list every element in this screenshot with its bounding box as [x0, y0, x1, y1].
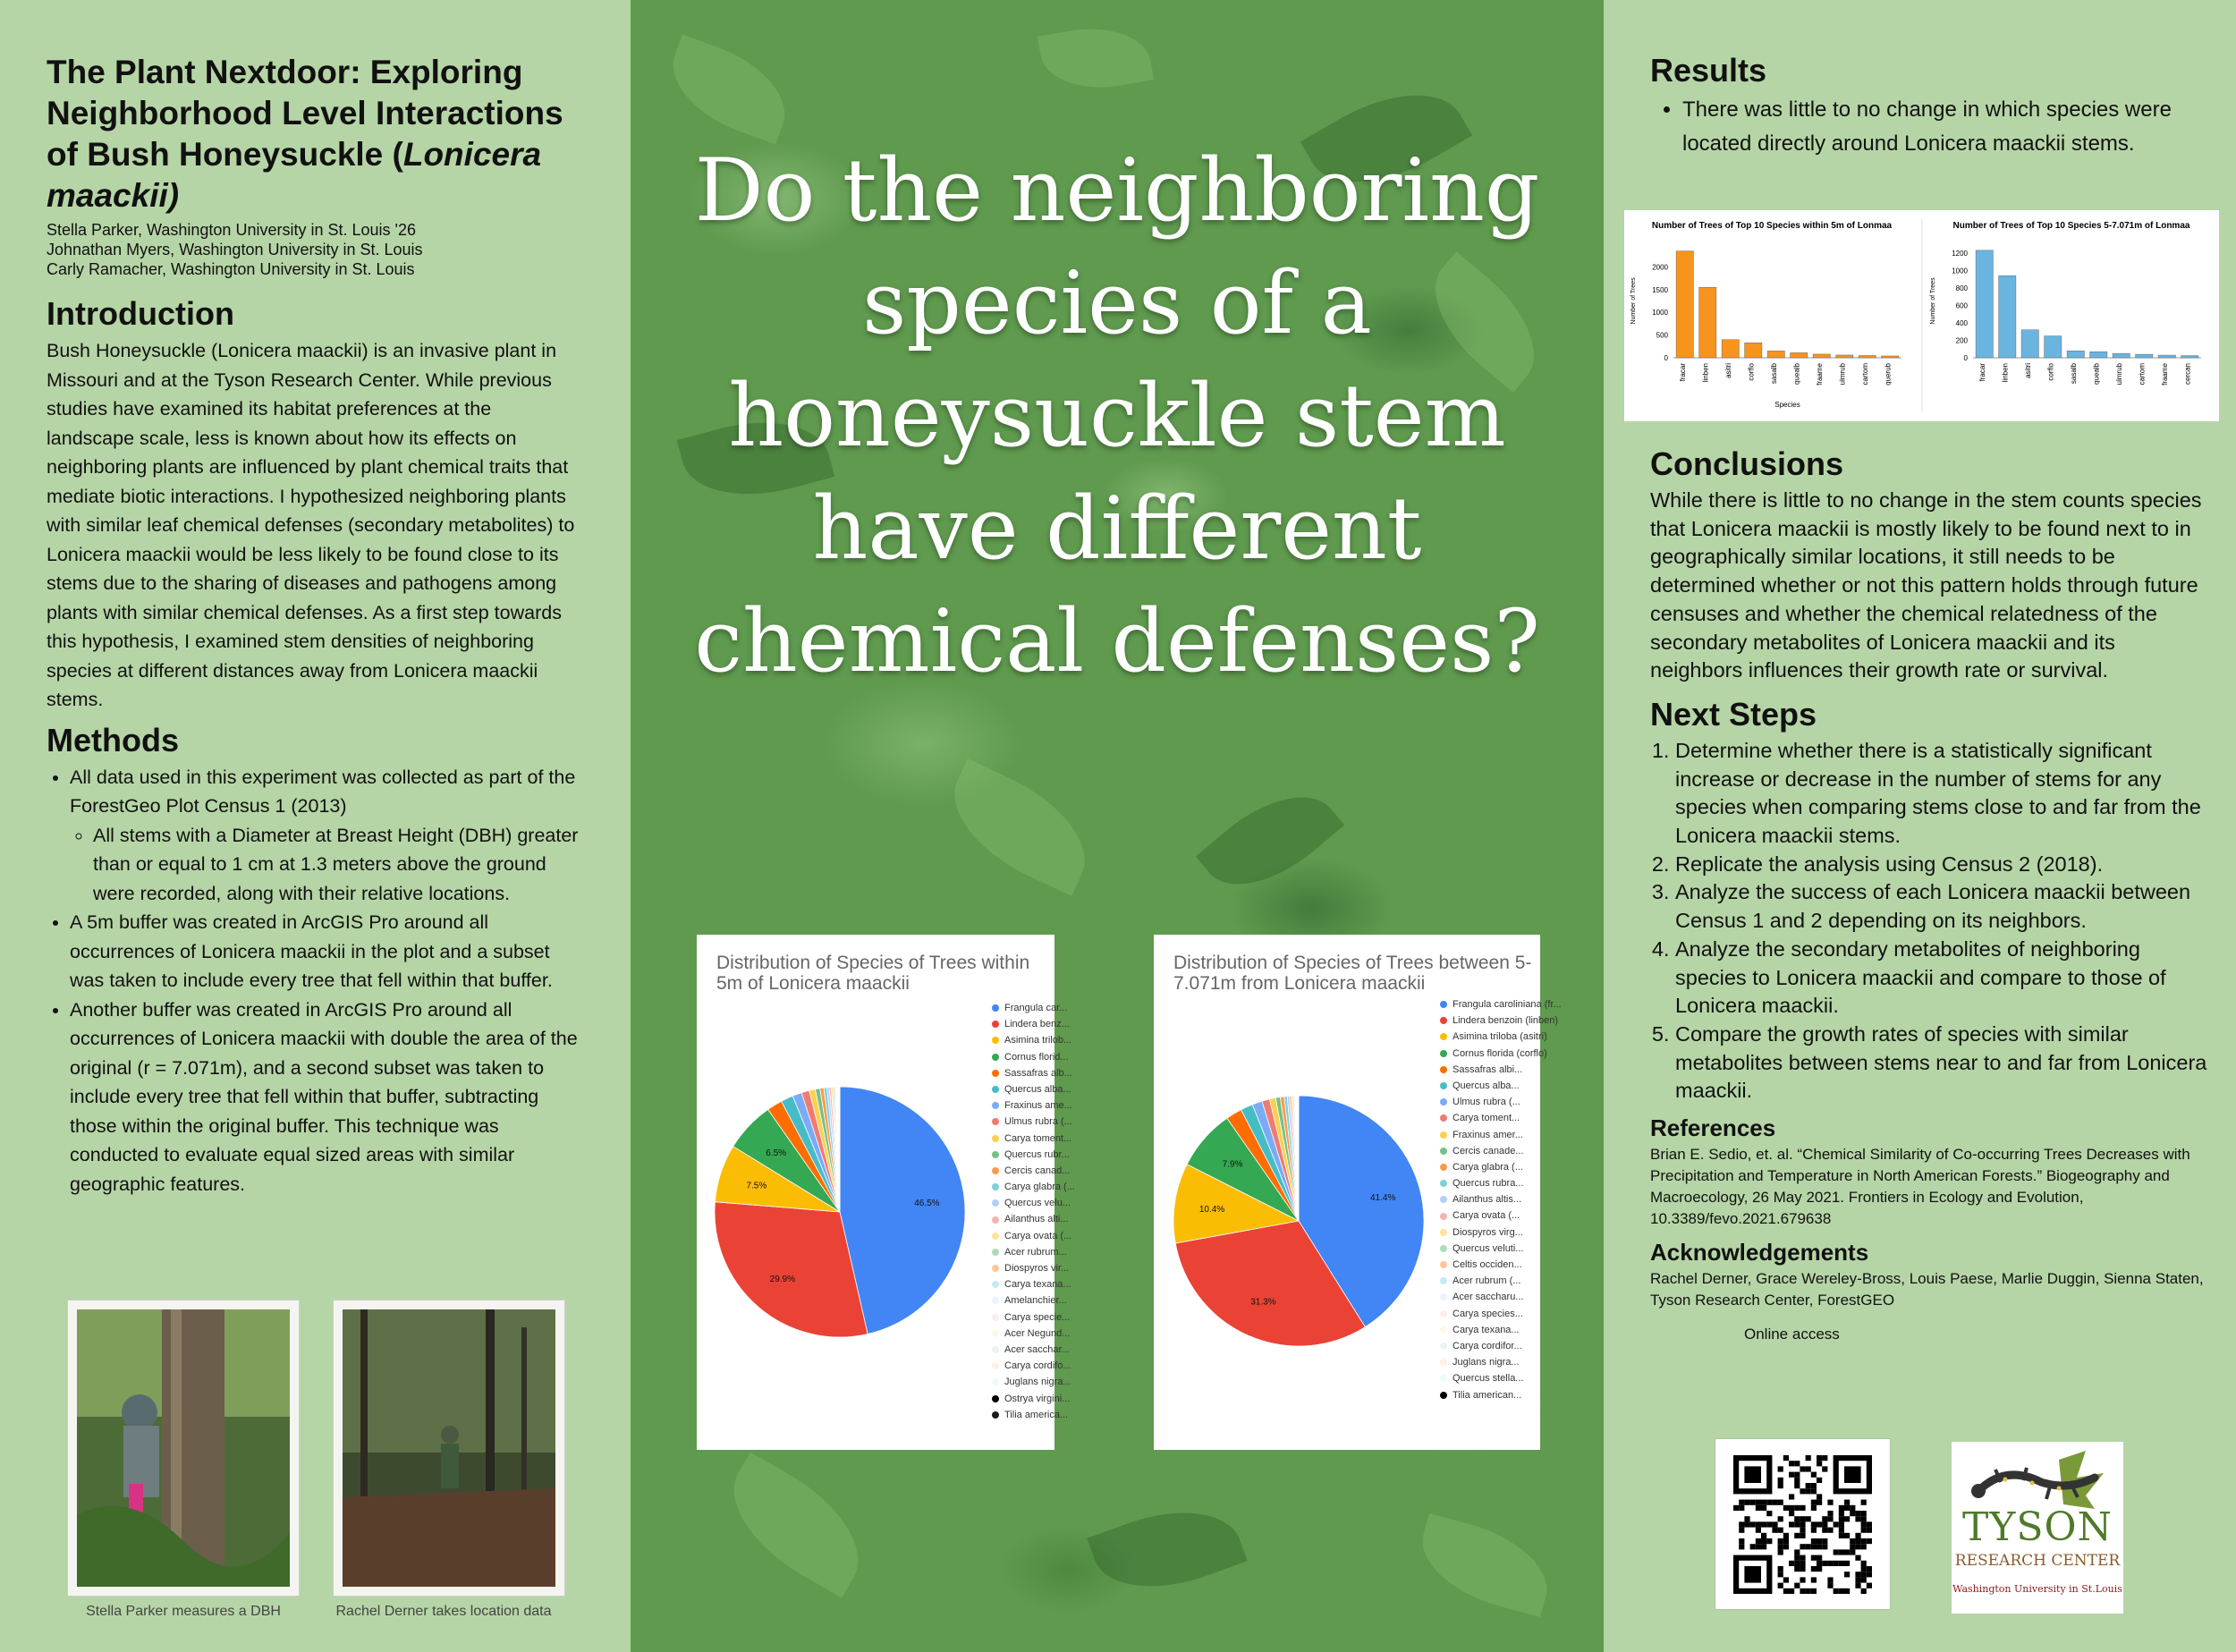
qr-code-icon: [1715, 1439, 1890, 1609]
x-tick-label: asitri: [2023, 363, 2032, 378]
qr-code[interactable]: [1715, 1438, 1891, 1610]
methods-item: • All data used in this experiment was collected as part of the ForestGeo Plot Census 1 (2013) ◦ All stems with a Diameter at Breast Height (DBH) greater than or equal to 1 cm at 1.3 meters above the ground were recorded, along with their relative locations.: [70, 763, 584, 909]
poster-title: The Plant Nextdoor: Exploring Neighborhood Level Interactions of Bush Honeysuckle (Lonicera maackii): [47, 54, 563, 214]
legend-label: Carya ovata (...: [1004, 1230, 1072, 1241]
photo-image: [77, 1309, 290, 1587]
x-tick-label: sasalb: [1769, 363, 1778, 385]
legend-swatch: [992, 1346, 999, 1353]
legend-entry: [1440, 1015, 1562, 1031]
legend-entry: [992, 1377, 1075, 1393]
legend-swatch: [992, 1216, 999, 1224]
bar: [1976, 250, 1993, 358]
pie-data-label: 6.5%: [766, 1148, 787, 1158]
pie-data-label: 31.3%: [1250, 1297, 1276, 1308]
legend-label: Acer sacchar...: [1004, 1343, 1070, 1355]
x-tick-label: corflo: [1747, 363, 1756, 381]
pie-chart: [1165, 1087, 1433, 1355]
y-tick-label: 200: [1955, 336, 1968, 345]
legend-entry: [1440, 1210, 1562, 1226]
legend-swatch: [992, 1102, 999, 1109]
pie-chart-card-5-7m: [1154, 935, 1562, 1450]
legend-swatch: [1440, 1343, 1447, 1350]
pie-data-label: 41.4%: [1370, 1192, 1396, 1203]
legend-swatch: [992, 1265, 999, 1272]
legend-label: Amelanchier...: [1004, 1295, 1067, 1307]
bar: [1836, 355, 1853, 358]
bar: [1676, 251, 1693, 358]
x-tick-label: ulmrub: [2114, 363, 2123, 385]
bar: [2136, 354, 2153, 358]
methods-item: • Another buffer was created in ArcGIS Pro around all occurrences of Lonicera maackii with double the area of the original (r = 7.071m), and a second subset was taken to include every tree that fell within that buffer, subtracting those within the original buffer. This technique was conducted to evaluate equal sized areas with similar geographic features.: [70, 995, 584, 1199]
legend-label: Ostrya virgini...: [1004, 1393, 1071, 1404]
legend-entry: [992, 1410, 1075, 1426]
legend-entry: [992, 1003, 1075, 1019]
pie-data-label: 29.9%: [769, 1275, 796, 1285]
online-access-label: Online access: [1744, 1326, 1840, 1343]
legend-label: Quercus alba...: [1453, 1080, 1520, 1091]
legend-entry: [1440, 1325, 1562, 1341]
legend-swatch: [992, 1378, 999, 1385]
legend-label: Quercus rubr...: [1004, 1148, 1070, 1160]
next-steps-list: [1650, 737, 2209, 1106]
bar-charts-panel: [1624, 210, 2219, 421]
pie-data-label: 7.9%: [1222, 1159, 1243, 1170]
y-tick-label: 0: [1963, 354, 1968, 362]
legend-label: Cercis canade...: [1453, 1145, 1524, 1156]
next-step-item: 5. Compare the growth rates of species with similar metabolites between stems near to and far from Lonicera maackii.: [1675, 1021, 2209, 1106]
bar: [1882, 356, 1899, 358]
legend-entry: [992, 1084, 1075, 1100]
y-axis-label: Number of Trees: [1930, 277, 1936, 325]
next-step-item: 2. Replicate the analysis using Census 2 (2018).: [1675, 851, 2209, 879]
legend-swatch: [992, 1411, 999, 1419]
bar: [1791, 352, 1808, 358]
legend-swatch: [992, 1281, 999, 1288]
legend-label: Tilia american...: [1453, 1389, 1522, 1401]
bar: [1722, 340, 1739, 358]
legend-label: Diospyros vir...: [1004, 1263, 1070, 1274]
legend-label: Carya toment...: [1004, 1132, 1072, 1144]
bar-chart-title: Number of Trees of Top 10 Species within 5m of Lonmaa: [1651, 221, 1893, 231]
logo-subtitle: RESEARCH CENTER: [1954, 1552, 2121, 1570]
legend-entry: [992, 1344, 1075, 1360]
legend-swatch: [992, 1086, 999, 1093]
legend-entry: [1440, 999, 1562, 1015]
legend-entry: [992, 1394, 1075, 1410]
results-list: [1659, 93, 2209, 161]
legend-entry: [1440, 1341, 1562, 1357]
legend-label: Cornus florida (corflo): [1453, 1047, 1547, 1059]
legend-swatch: [992, 1070, 999, 1077]
legend-entry: [992, 1116, 1075, 1132]
references-heading: References: [1650, 1114, 1776, 1142]
pie-legend: [1440, 999, 1562, 1406]
conclusions-heading: Conclusions: [1650, 445, 1844, 482]
bar: [1859, 355, 1876, 358]
tyson-logo: [1952, 1442, 2123, 1614]
legend-label: Frangula car...: [1004, 1003, 1068, 1013]
legend-swatch: [992, 1118, 999, 1125]
legend-entry: [992, 1214, 1075, 1230]
legend-label: Fraxinus amer...: [1453, 1129, 1523, 1140]
legend-swatch: [1440, 1082, 1447, 1089]
legend-label: Ulmus rubra (...: [1004, 1116, 1072, 1128]
y-tick-label: 1000: [1652, 309, 1668, 318]
legend-swatch: [992, 1004, 999, 1012]
x-tick-label: querub: [1884, 363, 1893, 385]
pie-data-label: 10.4%: [1198, 1204, 1225, 1215]
methods-item: • A 5m buffer was created in ArcGIS Pro around all occurrences of Lonicera maackii in the plot and a subset was taken to include every tree that fell within that buffer.: [70, 908, 584, 995]
legend-label: Carya toment...: [1453, 1113, 1520, 1124]
legend-entry: [992, 1035, 1075, 1051]
legend-label: Acer rubrum (...: [1453, 1275, 1521, 1287]
next-steps-heading: Next Steps: [1650, 695, 1817, 733]
legend-entry: [992, 1312, 1075, 1328]
y-tick-label: 800: [1955, 284, 1968, 292]
references-text: Brian E. Sedio, et. al. “Chemical Similarity of Co-occurring Trees Decreases with Precipitation and Temperature in North American Forests.” Biogeography and Macroecology, 26 May 2021. Frontiers in Ecology and Evolution, 10.3389/fevo.2021.679638: [1650, 1146, 2190, 1228]
legend-label: Juglans nigra...: [1453, 1357, 1520, 1368]
legend-swatch: [992, 1249, 999, 1256]
legend-entry: [992, 1328, 1075, 1344]
legend-label: Celtis occiden...: [1453, 1259, 1522, 1270]
legend-label: Tilia america...: [1004, 1409, 1069, 1420]
bar: [1767, 351, 1784, 358]
legend-swatch: [992, 1183, 999, 1190]
y-tick-label: 1200: [1952, 249, 1968, 258]
legend-entry: [992, 1198, 1075, 1214]
legend-entry: [1440, 1227, 1562, 1243]
y-tick-label: 2000: [1652, 263, 1668, 272]
legend-swatch: [1440, 1033, 1447, 1040]
legend-entry: [992, 1263, 1075, 1279]
legend-entry: [1440, 1390, 1562, 1406]
legend-swatch: [1440, 1277, 1447, 1284]
legend-label: Quercus velu...: [1004, 1198, 1071, 1209]
legend-swatch: [992, 1054, 999, 1061]
legend-entry: [1440, 1275, 1562, 1292]
introduction-heading: Introduction: [47, 295, 234, 332]
legend-label: Lindera benzoin (linben): [1453, 1015, 1559, 1027]
legend-swatch: [1440, 1066, 1447, 1073]
legend-label: Carya glabra (...: [1004, 1182, 1075, 1193]
legend-label: Quercus veluti...: [1453, 1242, 1524, 1254]
y-axis-label: Number of Trees: [1630, 277, 1637, 325]
legend-swatch: [1440, 1196, 1447, 1203]
author-line: Carly Ramacher, Washington University in St. Louis: [47, 260, 415, 278]
legend-label: Frangula caroliniana (fr...: [1453, 999, 1562, 1010]
legend-label: Acer saccharu...: [1453, 1292, 1524, 1303]
pie-data-label: 7.5%: [746, 1181, 767, 1191]
legend-label: Juglans nigra...: [1004, 1377, 1071, 1388]
x-tick-label: linben: [1701, 363, 1710, 383]
legend-entry: [1440, 1097, 1562, 1113]
chart-title: Distribution of Species of Trees between 5-7.071m from Lonicera maackii: [1173, 953, 1532, 994]
legend-entry: [1440, 1259, 1562, 1275]
bar: [1813, 354, 1830, 358]
legend-swatch: [1440, 1392, 1447, 1399]
results-item: • There was little to no change in which species were located directly around Lonicera maackii stems.: [1682, 93, 2209, 161]
legend-label: Sassafras alb...: [1004, 1067, 1072, 1079]
author-list: [47, 220, 584, 279]
x-tick-label: cartom: [2138, 363, 2147, 385]
photo-location-data: [333, 1300, 565, 1597]
legend-entry: [992, 1279, 1075, 1295]
legend-label: Quercus alba...: [1004, 1083, 1071, 1095]
legend-entry: [992, 1295, 1075, 1311]
acknowledgements-text: Rachel Derner, Grace Wereley-Bross, Louis Paese, Marlie Duggin, Sienna Staten, Tyson Research Center, ForestGEO: [1650, 1270, 2204, 1309]
x-tick-label: quealb: [2092, 363, 2101, 385]
x-tick-label: linben: [2001, 363, 2010, 383]
research-question: Do the neighboring species of a honeysuckle stem have different chemical defenses?: [694, 140, 1540, 691]
chart-title: Distribution of Species of Trees within 5m of Lonicera maackii: [716, 953, 1030, 994]
legend-swatch: [1440, 1326, 1447, 1334]
x-tick-label: asitri: [1724, 363, 1732, 378]
legend-entry: [992, 1133, 1075, 1149]
photo-caption: Stella Parker measures a DBH: [86, 1604, 281, 1619]
photo-image: [343, 1309, 555, 1587]
legend-swatch: [992, 1314, 999, 1321]
bar: [2090, 352, 2107, 358]
conclusions-text: While there is little to no change in the stem counts species that Lonicera maackii is mostly likely to be found next to in geographically similar locations, it still needs to be determined whether or not this pattern holds through future censuses and whether the chemical relatedness of the secondary metabolites of Lonicera maackii and its neighbors influences their growth rate or survival.: [1650, 488, 2202, 682]
photo-dbh-measurement: [67, 1300, 300, 1597]
legend-swatch: [1440, 1050, 1447, 1057]
bar-chart-title: Number of Trees of Top 10 Species 5-7.071m of Lonmaa: [1952, 221, 2190, 231]
bar: [1999, 275, 2016, 358]
legend-entry: [992, 1052, 1075, 1068]
legend-label: Diospyros virg...: [1453, 1226, 1523, 1238]
legend-entry: [1440, 1373, 1562, 1389]
pie-data-label: 46.5%: [914, 1199, 940, 1209]
pie-chart: [706, 1078, 974, 1346]
legend-entry: [992, 1360, 1075, 1377]
logo-title: TYSON: [1961, 1504, 2113, 1550]
author-line: Johnathan Myers, Washington University in St. Louis: [47, 241, 423, 258]
next-step-item: 1. Determine whether there is a statistically significant increase or decrease in the number of stems for any species when comparing stems close to and far from the Lonicera maackii stems.: [1675, 737, 2209, 851]
methods-heading: Methods: [47, 721, 179, 758]
legend-swatch: [992, 1330, 999, 1337]
x-tick-label: quealb: [1792, 363, 1801, 385]
bar: [2158, 355, 2175, 358]
legend-entry: [1440, 1146, 1562, 1162]
legend-label: Carya texana...: [1004, 1279, 1071, 1291]
legend-swatch: [992, 1021, 999, 1028]
introduction-text: Bush Honeysuckle (Lonicera maackii) is an invasive plant in Missouri and at the Tyson Research Center. While previous studies have examined its habitat preferences at the landscape scale, less is known about how its effects on neighboring plants are influenced by plant chemical traits that mediate biotic interactions. I hypothesized neighboring plants with similar leaf chemical defenses (secondary metabolites) to Lonicera maackii would be less likely to be found close to its stems due to the sharing of diseases and pathogens among plants with similar chemical defenses. As a first step towards this hypothesis, I examined stem densities of neighboring species at different distances away from Lonicera maackii stems.: [47, 340, 575, 710]
x-tick-label: fraame: [2160, 363, 2169, 385]
legend-label: Carya cordifor...: [1453, 1340, 1522, 1351]
legend-entry: [1440, 1031, 1562, 1047]
bar: [2045, 336, 2062, 358]
legend-entry: [992, 1100, 1075, 1116]
bar: [2021, 330, 2038, 358]
legend-swatch: [1440, 1148, 1447, 1155]
bar: [2113, 353, 2130, 358]
methods-list: [47, 763, 584, 1199]
legend-swatch: [992, 1233, 999, 1240]
next-step-item: 3. Analyze the success of each Lonicera maackii between Census 1 and 2 depending on its neighbors.: [1675, 878, 2209, 935]
pie-chart-card-within-5m: [697, 935, 1075, 1450]
legend-swatch: [1440, 1229, 1447, 1236]
results-heading: Results: [1650, 52, 1767, 89]
bar: [2067, 351, 2084, 358]
legend-entry: [1440, 1162, 1562, 1178]
legend-entry: [992, 1231, 1075, 1247]
legend-entry: [992, 1182, 1075, 1198]
legend-label: Ulmus rubra (...: [1453, 1097, 1520, 1108]
y-tick-label: 400: [1955, 318, 1968, 327]
legend-label: Carya ovata (...: [1453, 1210, 1520, 1222]
legend-entry: [1440, 1048, 1562, 1064]
photo-caption: Rachel Derner takes location data: [335, 1604, 552, 1619]
x-tick-label: fraame: [1815, 363, 1824, 385]
legend-label: Lindera benz...: [1004, 1019, 1070, 1030]
legend-entry: [1440, 1080, 1562, 1097]
legend-swatch: [1440, 1293, 1447, 1300]
x-tick-label: fracar: [1678, 363, 1687, 382]
legend-entry: [992, 1019, 1075, 1035]
legend-swatch: [1440, 1213, 1447, 1220]
legend-swatch: [1440, 1131, 1447, 1139]
legend-swatch: [1440, 1164, 1447, 1171]
legend-swatch: [992, 1395, 999, 1402]
legend-label: Carya specie...: [1004, 1311, 1071, 1323]
bar: [2181, 356, 2198, 358]
legend-entry: [992, 1068, 1075, 1084]
legend-entry: [992, 1247, 1075, 1263]
legend-label: Asimina trilob...: [1004, 1035, 1072, 1046]
legend-swatch: [992, 1151, 999, 1158]
legend-label: Carya glabra (...: [1453, 1161, 1523, 1173]
legend-swatch: [992, 1135, 999, 1142]
bar: [1745, 343, 1762, 358]
legend-label: Cornus florid...: [1004, 1051, 1069, 1063]
legend-entry: [1440, 1309, 1562, 1325]
x-tick-label: ulmrub: [1838, 363, 1847, 385]
x-axis-label: Species: [1774, 401, 1800, 409]
legend-label: Carya texana...: [1453, 1324, 1520, 1335]
legend-swatch: [1440, 1310, 1447, 1317]
legend-swatch: [1440, 1180, 1447, 1187]
legend-entry: [992, 1149, 1075, 1165]
legend-label: Cercis canad...: [1004, 1165, 1071, 1176]
legend-swatch: [1440, 1001, 1447, 1008]
y-tick-label: 1000: [1952, 267, 1968, 275]
legend-label: Asimina triloba (asitri): [1453, 1031, 1547, 1043]
legend-label: Acer rubrum...: [1004, 1246, 1067, 1258]
legend-swatch: [1440, 1245, 1447, 1252]
y-tick-label: 1500: [1652, 285, 1668, 294]
legend-label: Fraxinus ame...: [1004, 1100, 1072, 1112]
bar-charts: [1624, 210, 2219, 421]
legend-entry: [1440, 1243, 1562, 1259]
legend-label: Quercus rubra...: [1453, 1178, 1524, 1190]
x-tick-label: cercan: [2183, 363, 2192, 385]
legend-swatch: [1440, 1261, 1447, 1268]
legend-entry: [1440, 1292, 1562, 1308]
legend-label: Acer Negund...: [1004, 1327, 1071, 1339]
legend-swatch: [1440, 1375, 1447, 1382]
legend-entry: [1440, 1357, 1562, 1373]
legend-label: Ailanthus altis...: [1453, 1194, 1522, 1206]
legend-swatch: [1440, 1098, 1447, 1106]
legend-entry: [1440, 1064, 1562, 1080]
author-line: Stella Parker, Washington University in St. Louis '26: [47, 221, 416, 239]
x-tick-label: corflo: [2046, 363, 2055, 381]
pie-legend: [992, 1003, 1075, 1426]
legend-entry: [1440, 1130, 1562, 1146]
logo-university: Washington University in St.Louis: [1952, 1583, 2122, 1595]
legend-swatch: [992, 1297, 999, 1304]
legend-swatch: [992, 1362, 999, 1369]
legend-entry: [1440, 1178, 1562, 1194]
legend-swatch: [1440, 1017, 1447, 1024]
legend-entry: [1440, 1194, 1562, 1210]
legend-label: Ailanthus alti...: [1004, 1214, 1069, 1225]
bar: [1699, 287, 1716, 358]
legend-label: Carya cordifo...: [1004, 1360, 1071, 1372]
legend-entry: [992, 1165, 1075, 1182]
legend-swatch: [1440, 1114, 1447, 1122]
legend-swatch: [992, 1037, 999, 1044]
legend-label: Quercus stella...: [1453, 1373, 1524, 1385]
next-step-item: 4. Analyze the secondary metabolites of neighboring species to Lonicera maackii and compare to those of Lonicera maackii.: [1675, 936, 2209, 1021]
legend-label: Sassafras albi...: [1453, 1063, 1523, 1075]
y-tick-label: 0: [1664, 354, 1668, 362]
x-tick-label: sasalb: [2069, 363, 2078, 385]
legend-swatch: [992, 1199, 999, 1207]
legend-swatch: [1440, 1359, 1447, 1366]
legend-entry: [1440, 1113, 1562, 1129]
y-tick-label: 600: [1955, 301, 1968, 310]
y-tick-label: 500: [1656, 331, 1668, 340]
x-tick-label: fracar: [1978, 363, 1986, 382]
legend-label: Carya species...: [1453, 1308, 1523, 1319]
x-tick-label: cartom: [1860, 363, 1869, 385]
methods-subitem: ◦ All stems with a Diameter at Breast Height (DBH) greater than or equal to 1 cm at 1.3 meters above the ground were recorded, along with their relative locations.: [93, 821, 584, 909]
legend-swatch: [992, 1167, 999, 1174]
acknowledgements-heading: Acknowledgements: [1650, 1239, 1869, 1267]
